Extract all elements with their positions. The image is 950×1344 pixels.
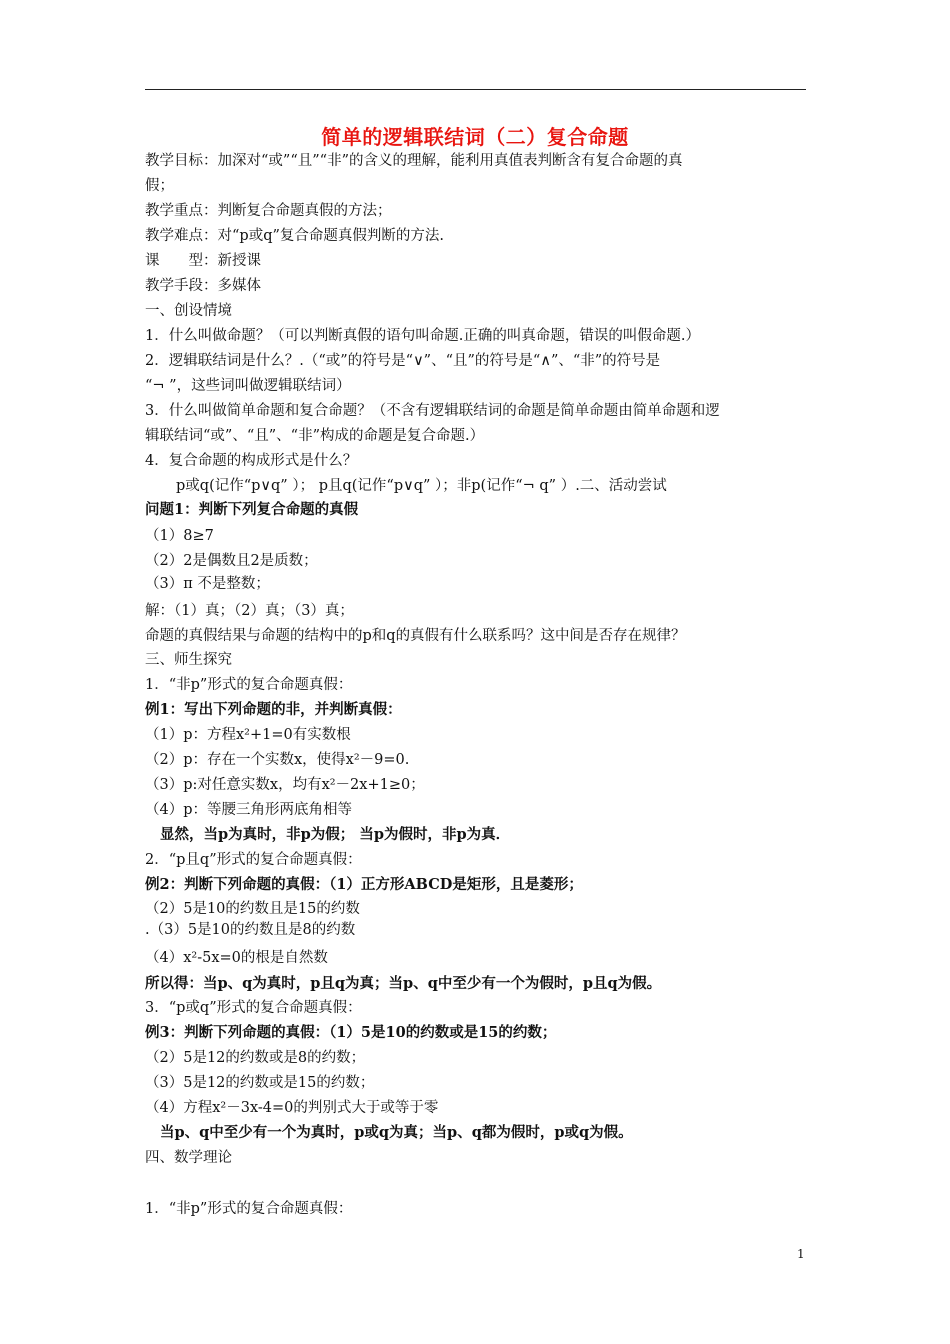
conclusion: 所以得：当p、q为真时，p且q为真；当p、q中至少有一个为假时，p且q为假。 <box>145 975 662 992</box>
text-line: p或q(记作“p∨q” ）； p且q(记作“p∨q” ）；非p(记作“¬ q” ）.二、活动尝试 <box>176 478 667 494</box>
header-rule <box>145 89 806 90</box>
example-heading: 例1：写出下列命题的非，并判断真假： <box>145 701 402 718</box>
text-line: 解：（1）真；（2）真；（3）真； <box>145 603 354 619</box>
question-heading: 问题1：判断下列复合命题的真假 <box>145 501 359 518</box>
text-line: 3．“p或q”形式的复合命题真假： <box>145 1000 362 1016</box>
example-heading: 例2：判断下列命题的真假：（1）正方形ABCD是矩形，且是菱形； <box>145 876 583 893</box>
text-line: 1．“非p”形式的复合命题真假： <box>145 677 353 693</box>
text-line: 4．复合命题的构成形式是什么？ <box>145 453 358 469</box>
text-line: 教学重点：判断复合命题真假的方法； <box>145 203 392 219</box>
list-item: （3）5是12的约数或是15的约数； <box>145 1075 375 1091</box>
list-item: （2）5是10的约数且是15的约数 <box>145 901 360 917</box>
list-item: （4）p：等腰三角形两底角相等 <box>145 802 353 818</box>
text-line: 教学目标：加深对“或”“且”“非”的含义的理解，能利用真值表判断含有复合命题的真 <box>145 153 683 169</box>
section-heading: 一、创设情境 <box>145 303 232 319</box>
conclusion: 当p、q中至少有一个为真时，p或q为真；当p、q都为假时，p或q为假。 <box>160 1124 633 1141</box>
list-item: （1）p：方程x²+1=0有实数根 <box>145 727 351 743</box>
text-line: 教学手段：多媒体 <box>145 278 261 294</box>
text-line: 1．“非p”形式的复合命题真假： <box>145 1201 353 1217</box>
list-item: （2）5是12的约数或是8的约数； <box>145 1050 366 1066</box>
text-line: 假； <box>145 178 174 194</box>
list-item: （2）p：存在一个实数x，使得x²－9=0. <box>145 752 410 768</box>
text-line: 3．什么叫做简单命题和复合命题？（不含有逻辑联结词的命题是简单命题由简单命题和逻 <box>145 403 720 419</box>
text-line: “¬ ”，这些词叫做逻辑联结词） <box>145 378 351 394</box>
list-item: （2）2是偶数且2是质数； <box>145 553 318 569</box>
example-heading: 例3：判断下列命题的真假：（1）5是10的约数或是15的约数； <box>145 1024 557 1041</box>
list-item: （4）x²-5x=0的根是自然数 <box>145 950 328 966</box>
conclusion: 显然，当p为真时，非p为假； 当p为假时，非p为真． <box>160 826 511 843</box>
text-line: 课 型：新授课 <box>145 253 261 269</box>
text-line: 教学难点：对“p或q”复合命题真假判断的方法. <box>145 228 444 244</box>
text-line: 2．“p且q”形式的复合命题真假： <box>145 852 362 868</box>
list-item: （3）π 不是整数； <box>145 576 270 592</box>
list-item: （4）方程x²－3x-4=0的判别式大于或等于零 <box>145 1100 439 1116</box>
page-title: 简单的逻辑联结词（二）复合命题 <box>321 125 629 149</box>
text-line: 2．逻辑联结词是什么？.（“或”的符号是“∨”、“且”的符号是“∧”、“非”的符号是 <box>145 353 661 369</box>
text-line: 辑联结词“或”、“且”、“非”构成的命题是复合命题.） <box>145 428 485 444</box>
list-item: （1）8≥7 <box>145 528 214 544</box>
text-line: 命题的真假结果与命题的结构中的p和q的真假有什么联系吗？这中间是否存在规律？ <box>145 628 686 644</box>
section-heading: 三、师生探究 <box>145 652 232 668</box>
section-heading: 四、数学理论 <box>145 1150 232 1166</box>
page-number: 1 <box>797 1247 805 1261</box>
list-item: .（3）5是10的约数且是8的约数 <box>145 922 356 938</box>
text-line: 1．什么叫做命题？（可以判断真假的语句叫命题.正确的叫真命题，错误的叫假命题.） <box>145 328 700 344</box>
list-item: （3）p:对任意实数x，均有x²－2x+1≥0； <box>145 777 425 793</box>
